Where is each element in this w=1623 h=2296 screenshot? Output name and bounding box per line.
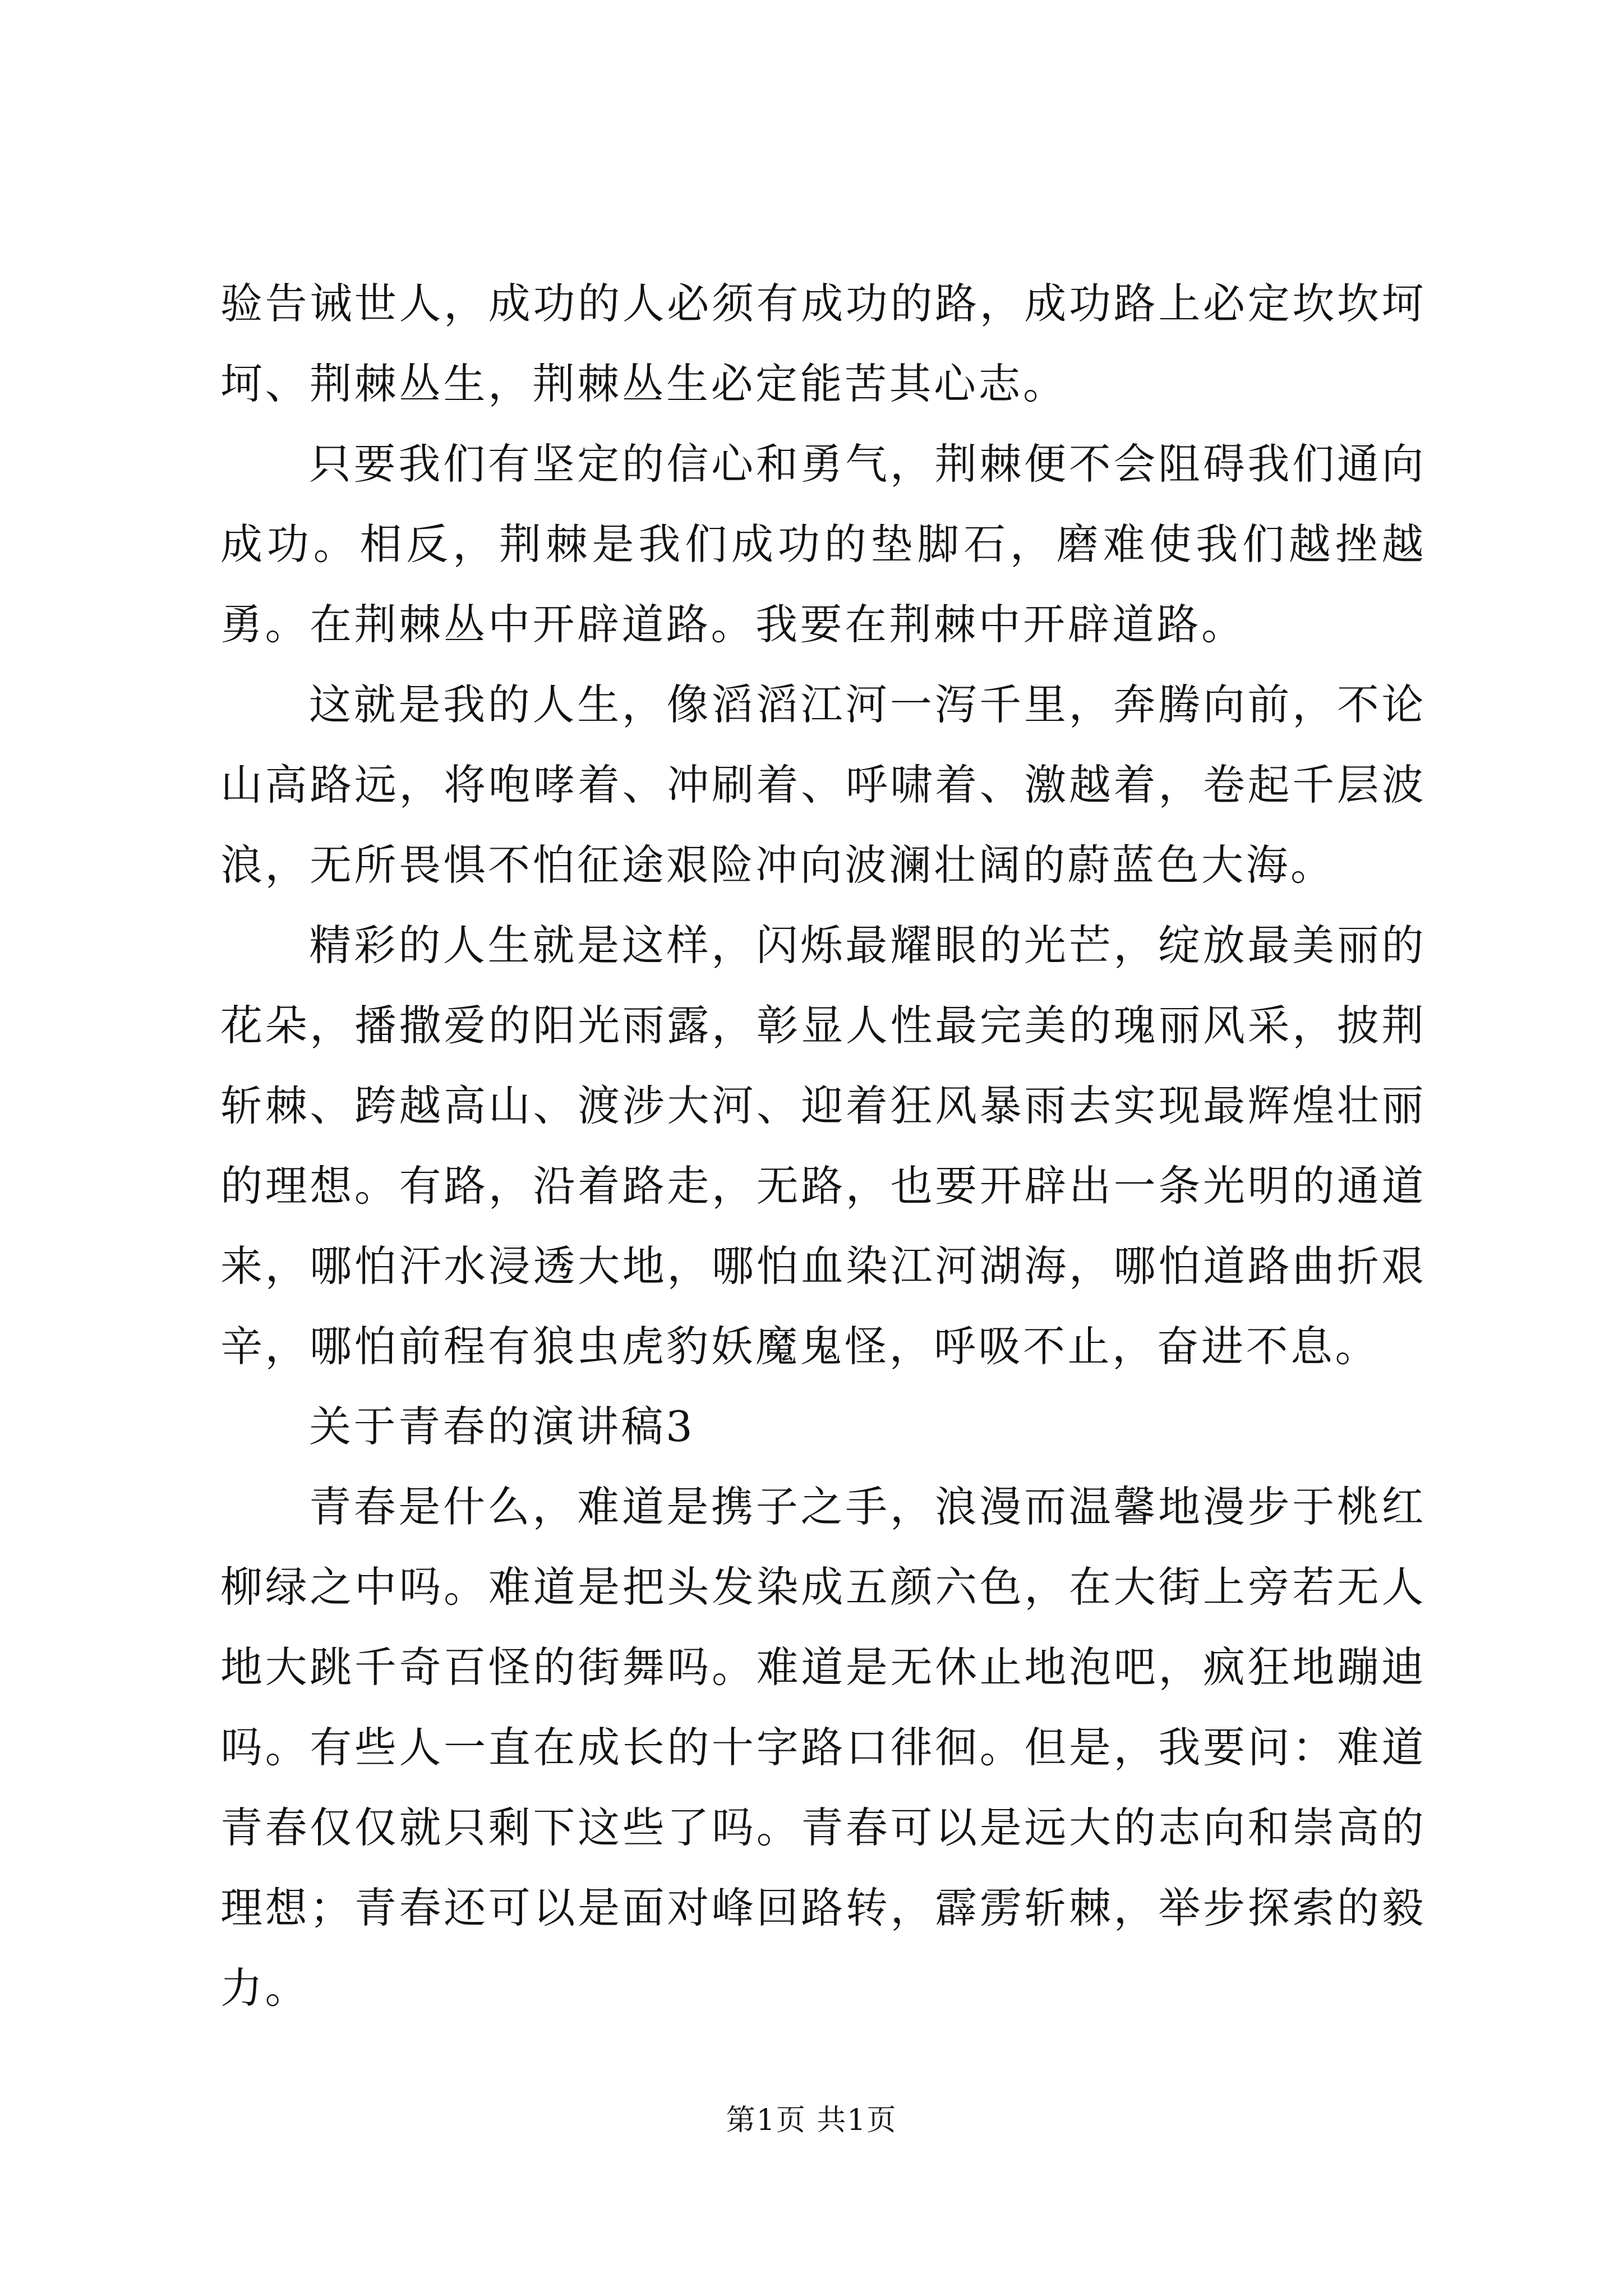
paragraph-4: 精彩的人生就是这样，闪烁最耀眼的光芒，绽放最美丽的花朵，播撒爱的阳光雨露，彰显人性最完美的瑰丽风采，披荆斩棘、跨越高山、渡涉大河、迎着狂风暴雨去实现最辉煌壮丽的理想。有路，沿着路走，无路，也要开辟出一条光明的通道来，哪怕汗水浸透大地，哪怕血染江河湖海，哪怕道路曲折艰辛，哪怕前程有狼虫虎豹妖魔鬼怪，呼吸不止，奋进不息。	[220, 921, 1426, 1371]
section-heading: 关于青春的演讲稿3	[309, 1402, 695, 1451]
paragraph-2: 只要我们有坚定的信心和勇气，荆棘便不会阻碍我们通向成功。相反，荆棘是我们成功的垫脚石，磨难使我们越挫越勇。在荆棘丛中开辟道路。我要在荆棘中开辟道路。	[220, 439, 1426, 649]
paragraph-1: 验告诫世人，成功的人必须有成功的路，成功路上必定坎坎坷坷、荆棘丛生，荆棘丛生必定能苦其心志。	[220, 279, 1426, 408]
paragraph-6: 青春是什么，难道是携子之手，浪漫而温馨地漫步于桃红柳绿之中吗。难道是把头发染成五颜六色，在大街上旁若无人地大跳千奇百怪的街舞吗。难道是无休止地泡吧，疯狂地蹦迪吗。有些人一直在成长的十字路口徘徊。但是，我要问：难道青春仅仅就只剩下这些了吗。青春可以是远大的志向和崇高的理想；青春还可以是面对峰回路转，霹雳斩棘，举步探索的毅力。	[220, 1482, 1426, 2013]
page-footer: 第1页 共1页	[726, 2104, 897, 2137]
document-body	[220, 264, 1426, 2028]
paragraph-3: 这就是我的人生，像滔滔江河一泻千里，奔腾向前，不论山高路远，将咆哮着、冲刷着、呼啸着、激越着，卷起千层波浪，无所畏惧不怕征途艰险冲向波澜壮阔的蔚蓝色大海。	[220, 680, 1426, 890]
